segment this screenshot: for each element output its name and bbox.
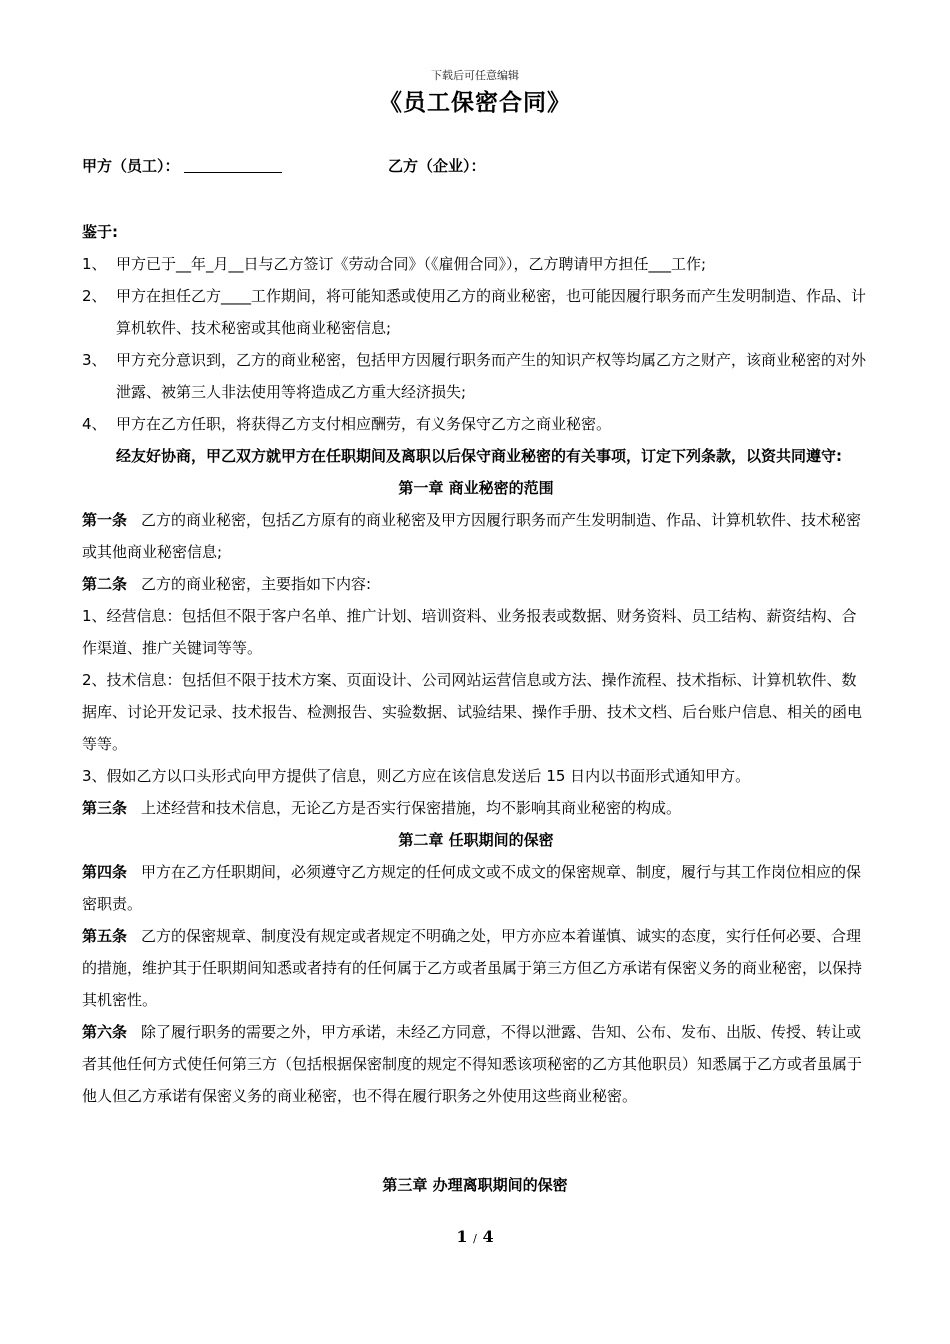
article-text: 乙方的保密规章、制度没有规定或者规定不明确之处，甲方亦应本着谨慎、诚实的态度，实行任何必要、合理的措施，维护其于任职期间知悉或者持有的任何属于乙方或者虽属于第三方但乙方承诺有保密义务的商业秘密，以保持其机密性。 — [82, 927, 863, 1009]
article-label: 第四条 — [82, 863, 128, 881]
technical-info-item: 2、技术信息：包括但不限于技术方案、页面设计、公司网站运营信息或方法、操作流程、技术指标、计算机软件、数据库、讨论开发记录、技术报告、检测报告、实验数据、试验结果、操作手册、技术文档、后台账户信息、相关的函电等等。 — [82, 671, 863, 753]
recital-number: 3、 — [82, 351, 107, 369]
article-4 — [82, 856, 870, 920]
recital-number: 2、 — [82, 287, 107, 305]
recital-item — [82, 248, 870, 280]
article-1 — [82, 504, 870, 568]
article-2 — [82, 568, 870, 600]
article-label: 第六条 — [82, 1023, 128, 1041]
agreement-statement: 经友好协商，甲乙双方就甲方在任职期间及离职以后保守商业秘密的有关事项，订定下列条款，以资共同遵守: — [116, 447, 843, 465]
recital-text: 甲方在乙方任职，将获得乙方支付相应酬劳，有义务保守乙方之商业秘密。 — [116, 415, 612, 433]
page-number — [0, 1227, 950, 1246]
recital-item — [82, 280, 870, 344]
recital-number: 1、 — [82, 255, 107, 273]
recital-number: 4、 — [82, 415, 107, 433]
recital-text: 甲方充分意识到，乙方的商业秘密，包括甲方因履行职务而产生的知识产权等均属乙方之财产，该商业秘密的对外泄露、被第三人非法使用等将造成乙方重大经济损失; — [116, 351, 867, 401]
watermark-text: 下载后可任意编辑 — [431, 69, 519, 82]
contract-body — [82, 216, 870, 1112]
chapter-2-title: 第二章 任职期间的保密 — [398, 831, 554, 849]
article-label: 第二条 — [82, 575, 128, 593]
article-label: 第一条 — [82, 511, 128, 529]
article-6 — [82, 1016, 870, 1112]
article-label: 第五条 — [82, 927, 128, 945]
party-a-label: 甲方（员工）： — [82, 157, 180, 175]
parties-line — [82, 155, 486, 176]
article-text: 上述经营和技术信息，无论乙方是否实行保密措施，均不影响其商业秘密的构成。 — [141, 799, 682, 817]
chapter-1-title: 第一章 商业秘密的范围 — [398, 479, 554, 497]
recital-item — [82, 344, 870, 408]
oral-info-item: 3、假如乙方以口头形式向甲方提供了信息，则乙方应在该信息发送后 15 日内以书面形式通知甲方。 — [82, 767, 751, 785]
article-text: 甲方在乙方任职期间，必须遵守乙方规定的任何成文或不成文的保密规章、制度，履行与其工作岗位相应的保密职责。 — [82, 863, 862, 913]
recital-item — [82, 408, 870, 440]
article-text: 乙方的商业秘密，主要指如下内容: — [141, 575, 372, 593]
business-info-item: 1、经营信息：包括但不限于客户名单、推广计划、培训资料、业务报表或数据、财务资料、员工结构、薪资结构、合作渠道、推广关键词等等。 — [82, 607, 857, 657]
total-pages: 4 — [482, 1227, 494, 1246]
recital-text: 甲方已于__年_月__日与乙方签订《劳动合同》（《雇佣合同》），乙方聘请甲方担任___工作; — [116, 255, 707, 273]
recital-text: 甲方在担任乙方____工作期间，将可能知悉或使用乙方的商业秘密，也可能因履行职务而产生发明制造、作品、计算机软件、技术秘密或其他商业秘密信息; — [116, 287, 867, 337]
article-5 — [82, 920, 870, 1016]
article-label: 第三条 — [82, 799, 128, 817]
recitals-heading: 鉴于: — [82, 223, 118, 241]
party-a-blank — [184, 158, 282, 173]
current-page: 1 — [456, 1227, 468, 1246]
document-title: 《员工保密合同》 — [379, 90, 571, 116]
page-separator: / — [473, 1232, 477, 1245]
article-3 — [82, 792, 870, 824]
article-text: 乙方的商业秘密，包括乙方原有的商业秘密及甲方因履行职务而产生发明制造、作品、计算机软件、技术秘密或其他商业秘密信息; — [82, 511, 862, 561]
chapter-3-title: 第三章 办理离职期间的保密 — [382, 1176, 568, 1194]
article-text: 除了履行职务的需要之外，甲方承诺，未经乙方同意，不得以泄露、告知、公布、发布、出版、传授、转让或者其他任何方式使任何第三方（包括根据保密制度的规定不得知悉该项秘密的乙方其他职员）知悉属于乙方或者虽属于他人但乙方承诺有保密义务的商业秘密，也不得在履行职务之外使用这些商业秘密。 — [82, 1023, 863, 1105]
party-b-label: 乙方（企业）： — [388, 157, 486, 175]
